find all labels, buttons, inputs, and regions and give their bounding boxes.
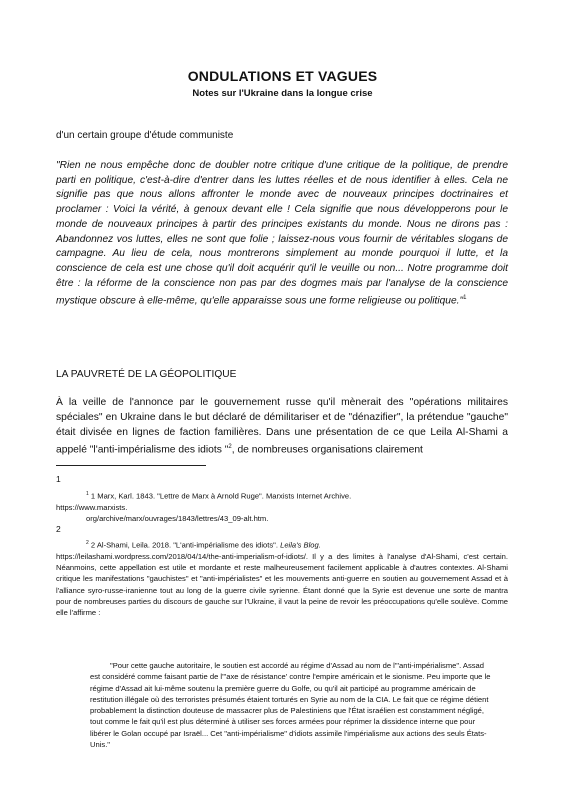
footnote-ref-1[interactable]: 1 xyxy=(463,295,467,302)
footnote-2-citation: 2 Al-Shami, Leila. 2018. "L'anti-impérialisme des idiots". xyxy=(90,540,278,550)
footnote-1-citation: 1 Marx, Karl. 1843. "Lettre de Marx à Arnold Ruge". Marxists Internet Archive. xyxy=(90,491,352,501)
document-subtitle: Notes sur l'Ukraine dans la longue crise xyxy=(192,88,373,99)
footnote-separator xyxy=(56,465,206,466)
section-heading: LA PAUVRETÉ DE LA GÉOPOLITIQUE xyxy=(56,369,237,380)
footnote-2-number: 2 xyxy=(56,524,61,534)
footnote-1-url-part1[interactable]: https://www.marxists. xyxy=(56,502,128,512)
footnote-ref-2[interactable]: 2 xyxy=(228,444,232,451)
epigraph-text: "Rien ne nous empêche donc de doubler notre critique d'une critique de la politique, de prendre parti en politique, c'est-à-dire d'entrer dans les luttes réelles et de nous identifier à elles. Cela ne signifie pas que nous allons affronter le monde avec de nouveaux principes doctrinaires et proclamer : Voici la vérité, à genoux devant elle ! Cela signifie que nous développerons pour le monde de nouveaux principes à partir des principes existants du monde. Nous ne dirons pas : Abandonnez vos luttes, elles ne sont que folie ; laissez-nous vous fournir de véritables slogans de campagne. Au lieu de cela, nous montrerons simplement au monde pourquoi il lutte, et la conscience de cela est une chose qu'il doit acquérir qu'il le veuille ou non... Notre programme doit être : la réforme de la conscience non pas par des dogmes mais par l'analyse de la conscience mystique obscure à elle-même, qu'elle apparaisse sous une forme religieuse ou politique." xyxy=(56,160,508,307)
footnote-2-blockquote xyxy=(90,660,494,750)
footnote-2-quote-text: "Pour cette gauche autoritaire, le soutien est accordé au régime d'Assad au nom de l'"anti-impérialisme". Assad est considéré comme faisant partie de l'"axe de résistance' contre l'empire américain et le sionisme. Peu importe que le régime d'Assad ait lui-même soutenu la première guerre du Golfe, ou qu'il ait participé au programme américain de restitution illégale où des terroristes présumés étaient torturés en Syrie au nom de la CIA. Le fait que ce régime détient probablement la distinction douteuse de massacrer plus de Palestiniens que l'État israélien est constamment négligé, tout comme le fait qu'il est plus déterminé à utiliser ses forces armées pour réprimer la dissidence interne que pour libérer le Golan occupé par Israël... Cet "anti-impérialisme" d'idiots assimile l'impérialisme aux actions des seuls États-Unis." xyxy=(90,661,491,750)
footnote-2-blog-name: Leila's Blog. xyxy=(280,540,321,550)
footnote-1 xyxy=(56,489,508,524)
footnote-1-url-part2[interactable]: org/archive/marx/ouvrages/1843/lettres/43_09-alt.htm. xyxy=(86,514,269,524)
footnote-2-text: https://leilashami.wordpress.com/2018/04/14/the-anti-imperialism-of-idiots/. Il y a des limites à l'analyse d'Al-Shami, c'est certain. Néanmoins, cette appellation est utile et mordante et reste malheureusement facilement applicable à d'autres contextes. Al-Shami critique les manifestations "gauchistes" et "anti-impérialistes" et les mouvements anti-guerre en soutien au gouvernement Assad et à l'alliance syro-russe-iranienne tout au long de la guerre civile syrienne. Étant donné que la Syrie est devenue une sorte de mantra pour de nombreuses parties du discours de gauche sur l'Ukraine, il vaut la peine de revoir les préoccupations qu'elle soulève. Comme elle l'affirme : xyxy=(56,551,508,618)
document-title: ONDULATIONS ET VAGUES xyxy=(187,68,378,84)
epigraph-quote xyxy=(56,159,508,309)
document-author: d'un certain groupe d'étude communiste xyxy=(56,130,234,141)
paragraph-text-a: À la veille de l'annonce par le gouvernement russe qu'il mènerait des "opérations militaires spéciales" en Ukraine dans le but déclaré de démilitariser et de "dénazifier", la prétendue "gauche" était divisée en lignes de faction familières. Dans une présentation de ce que Leila Al-Shami a appelé "l'anti-impérialisme des idiots " xyxy=(56,397,508,456)
body-paragraph xyxy=(56,396,508,459)
footnote-1-mark: 1 xyxy=(86,491,89,497)
paragraph-text-b: , de nombreuses organisations clairement xyxy=(231,444,423,456)
footnote-2-mark: 2 xyxy=(86,540,89,546)
footnote-2 xyxy=(56,538,508,619)
footnote-1-number: 1 xyxy=(56,474,61,484)
